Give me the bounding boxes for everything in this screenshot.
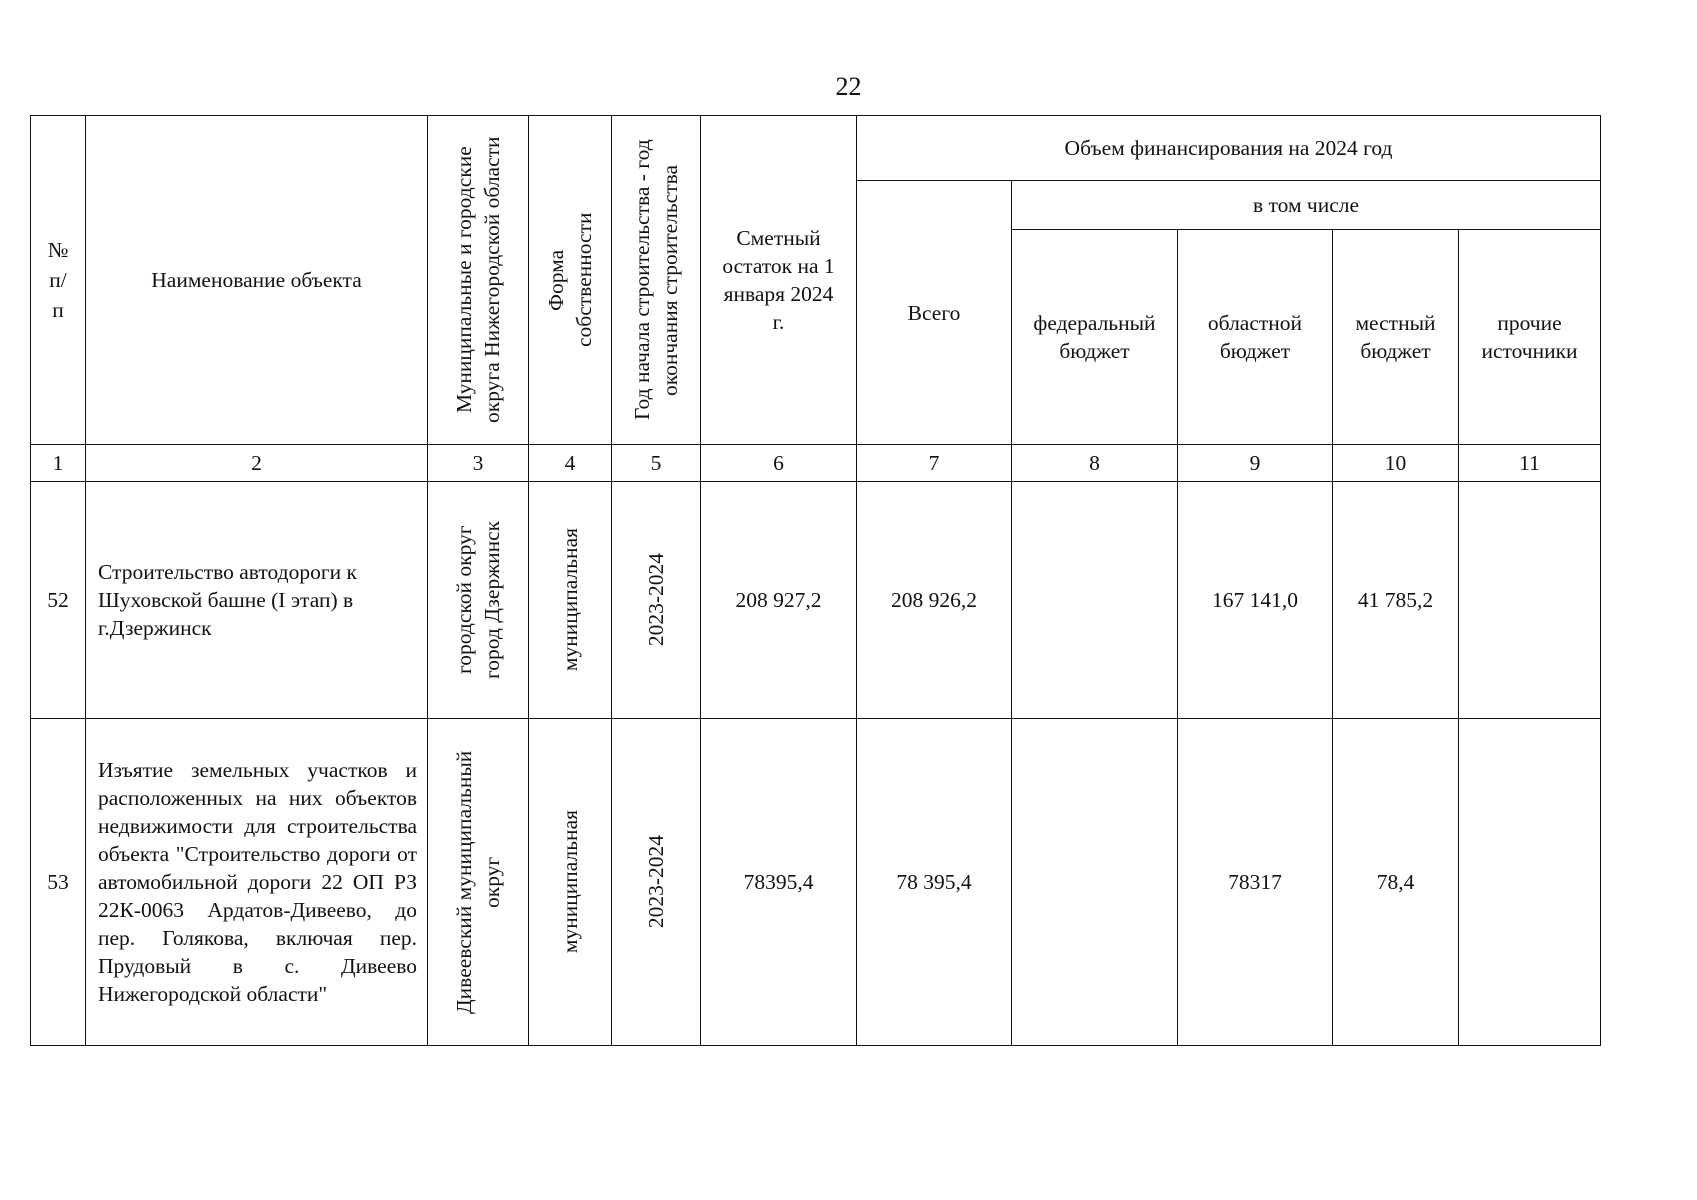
row-estimate: 78395,4 [701,719,857,1046]
header-local [1333,230,1459,445]
row-total: 78 395,4 [857,719,1012,1046]
header-municipal [428,116,529,445]
header-financing-label: Объем финансирования на 2024 год [1064,136,1393,160]
column-number: 2 [86,445,428,482]
row-years: 2023-2024 [644,835,668,929]
row-regional: 78317 [1178,719,1333,1046]
header-other [1459,230,1601,445]
header-total-label: Всего [907,300,961,325]
header-estimate-label: Сметный остаток на 1 января 2024 г. [722,226,835,334]
row-municipality-cell [428,719,529,1046]
header-federal-label: федеральный бюджет [1033,311,1156,363]
column-number-row [31,445,1601,482]
row-estimate: 208 927,2 [701,482,857,719]
row-municipality: Дивеевский муниципальный округ [452,750,504,1014]
header-row-1 [31,116,1601,181]
row-name-cell [86,719,428,1046]
header-name-label: Наименование объекта [151,268,362,292]
column-number: 11 [1459,445,1601,482]
header-regional-label: областной бюджет [1207,311,1303,363]
row-federal [1012,482,1178,719]
column-number: 3 [428,445,529,482]
column-number: 4 [529,445,612,482]
header-name [86,116,428,445]
financing-table [30,115,1601,1046]
row-ownership-cell [529,482,612,719]
row-name-cell [86,482,428,719]
header-including-group [1012,181,1601,230]
header-federal [1012,230,1178,445]
column-number: 9 [1178,445,1333,482]
row-years: 2023-2024 [644,553,668,647]
row-municipality-cell [428,482,529,719]
column-number: 7 [857,445,1012,482]
header-local-label: местный бюджет [1355,311,1436,363]
row-ownership: муниципальная [558,810,582,954]
row-other [1459,719,1601,1046]
header-ownership-label: Форма собственности [544,212,596,348]
row-total: 208 926,2 [857,482,1012,719]
header-num-label: № п/ п [47,238,69,322]
row-num: 53 [31,719,86,1046]
header-years [612,116,701,445]
column-number: 6 [701,445,857,482]
header-including-label: в том числе [1252,193,1360,217]
header-ownership [529,116,612,445]
row-municipality: городской округ город Дзержинск [452,520,504,680]
header-municipal-label: Муниципальные и городские округа Нижегородской области [452,136,504,424]
row-name: Строительство автодороги к Шуховской башне (I этап) в г.Дзержинск [98,560,357,640]
header-financing-group [857,116,1601,181]
row-ownership: муниципальная [558,528,582,672]
row-name: Изъятие земельных участков и расположенных на них объектов недвижимости для строительства объекта "Строительство дороги от автомобильной дороги 22 ОП РЗ 22К-0063 Ардатов-Дивеево, до пер. Голякова, включая пер. Прудовый в с. Дивеево Нижегородской области" [98,758,417,1006]
column-number: 8 [1012,445,1178,482]
header-num [31,116,86,445]
row-years-cell [612,482,701,719]
row-local: 41 785,2 [1333,482,1459,719]
page-number: 22 [835,72,862,101]
row-ownership-cell [529,719,612,1046]
header-years-label: Год начала строительства - год окончания строительства [630,139,682,421]
header-estimate [701,116,857,445]
column-number: 5 [612,445,701,482]
row-years-cell [612,719,701,1046]
table-row [31,719,1601,1046]
row-local: 78,4 [1333,719,1459,1046]
row-num: 52 [31,482,86,719]
row-other [1459,482,1601,719]
header-regional [1178,230,1333,445]
row-regional: 167 141,0 [1178,482,1333,719]
column-number: 10 [1333,445,1459,482]
table-row [31,482,1601,719]
column-number: 1 [31,445,86,482]
header-total [857,181,1012,445]
header-other-label: прочие источники [1481,311,1578,363]
row-federal [1012,719,1178,1046]
